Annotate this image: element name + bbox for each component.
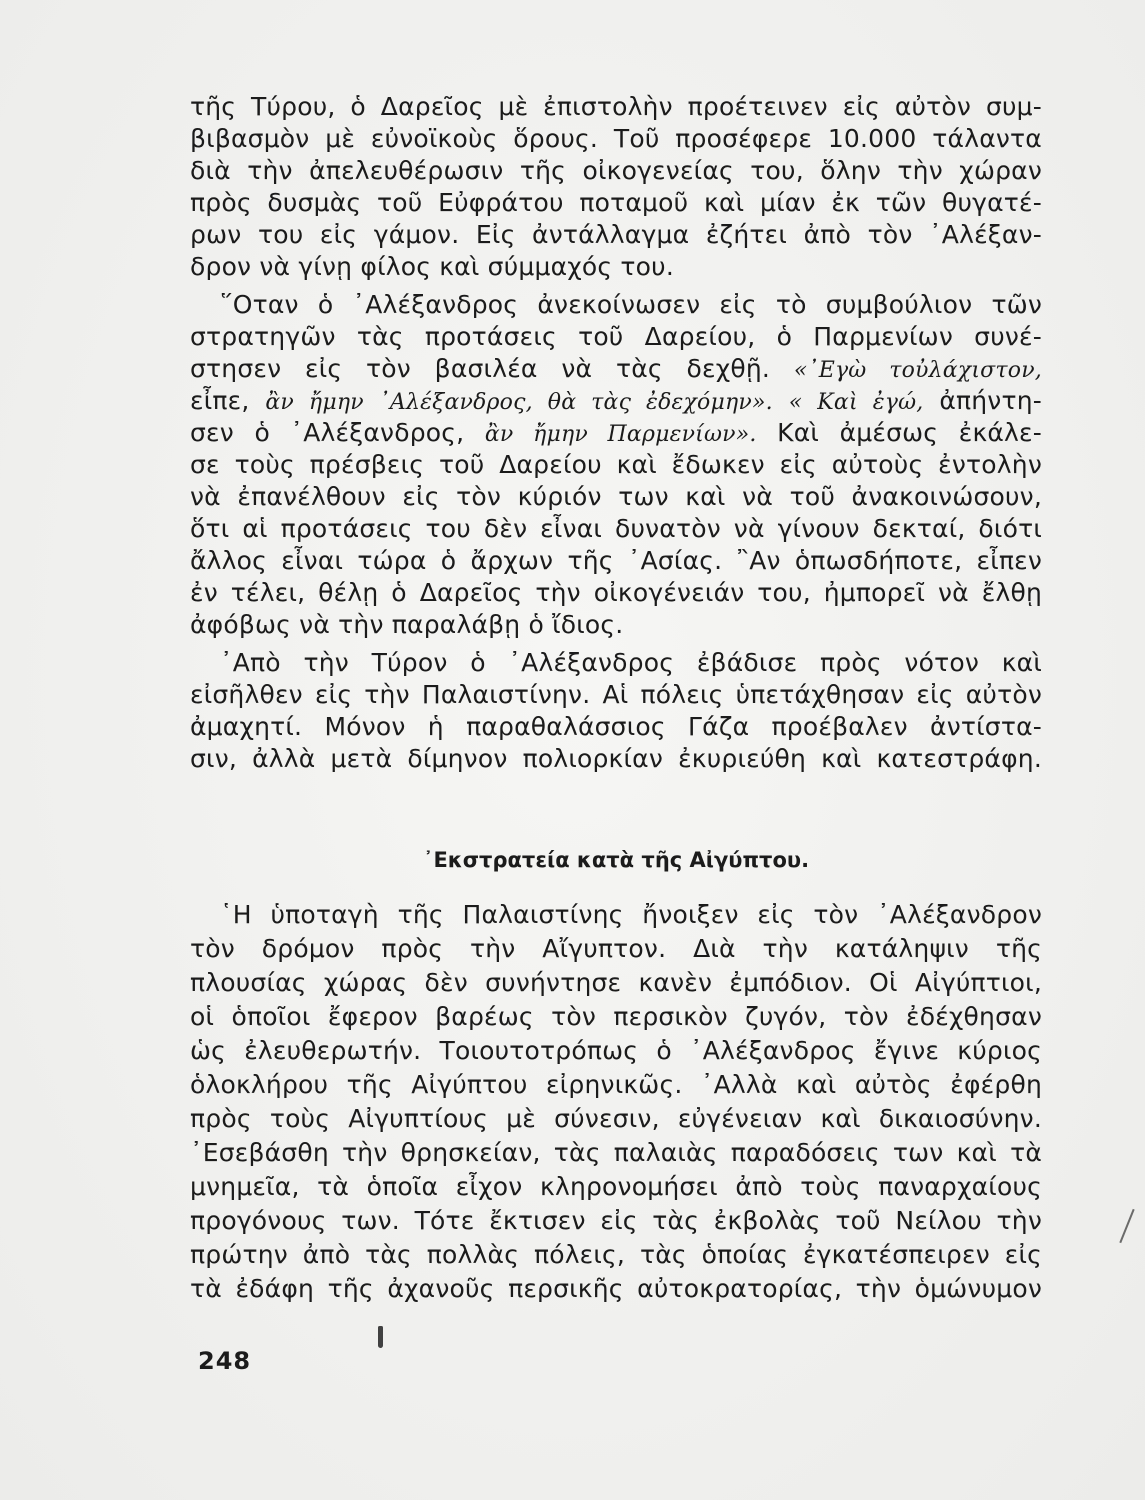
text-line: διὰ τὴν ἀπελευθέρωσιν τῆς οἰκογενείας του, ὅλην τὴν χώραν [190, 156, 1042, 185]
text-line: πρὸς δυσμὰς τοῦ Εὐφράτου ποταμοῦ καὶ μίαν ἐκ τῶν θυγατέ- [190, 188, 1042, 217]
text-line: δρον νὰ γίνῃ φίλος καὶ σύμμαχός του. [190, 252, 674, 281]
text-line: ὁλοκλήρου τῆς Αἰγύπτου εἰρηνικῶς. ᾿Αλλὰ καὶ αὐτὸς ἐφέρθη [190, 1070, 1042, 1099]
text-line: ἀμαχητί. Μόνον ἡ παραθαλάσσιος Γάζα προέβαλεν ἀντίστα- [190, 712, 1042, 741]
text-line-mixed [190, 354, 1042, 384]
text-line: βιβασμὸν μὲ εὐνοϊκοὺς ὅρους. Τοῦ προσέφερε 10.000 τάλαντα [190, 124, 1042, 153]
page-number: 248 [198, 1347, 252, 1375]
text-line: νὰ ἐπανέλθουν εἰς τὸν κύριόν των καὶ νὰ τοῦ ἀνακοινώσουν, [190, 482, 1042, 511]
text-line: ἐν τέλει, θέλῃ ὁ Δαρεῖος τὴν οἰκογένειάν του, ἠμπορεῖ νὰ ἔλθῃ [190, 578, 1042, 607]
section-heading: ᾿Εκστρατεία κατὰ τῆς Αἰγύπτου. [422, 848, 810, 872]
text-line: ρων του εἰς γάμον. Εἰς ἀντάλλαγμα ἐζήτει ἀπὸ τὸν ᾿Αλέξαν- [190, 220, 1042, 249]
text-line: τὸν δρόμον πρὸς τὴν Αἴγυπτον. Διὰ τὴν κατάληψιν τῆς [190, 934, 1042, 963]
text-line: προγόνους των. Τότε ἔκτισεν εἰς τὰς ἐκβολὰς τοῦ Νείλου τὴν [190, 1206, 1042, 1235]
text-line: ὅτι αἱ προτάσεις του δὲν εἶναι δυνατὸν νὰ γίνουν δεκταί, διότι [190, 514, 1042, 543]
text-line: ἄλλος εἶναι τώρα ὁ ἄρχων τῆς ᾿Ασίας. ῍Αν ὁπωσδήποτε, εἶπεν [190, 546, 1042, 575]
text-line: πρώτην ἀπὸ τὰς πολλὰς πόλεις, τὰς ὁποίας ἐγκατέσπειρεν εἰς [190, 1240, 1042, 1269]
text-line: σιν, ἀλλὰ μετὰ δίμηνον πολιορκίαν ἐκυριεύθη καὶ κατεστράφη. [190, 744, 1042, 773]
plain-text: εἶπε, [190, 386, 250, 415]
text-line: ὡς ἐλευθερωτήν. Τοιουτοτρόπως ὁ ᾿Αλέξανδρος ἔγινε κύριος [190, 1036, 1042, 1065]
plain-text: σεν ὁ ᾿Αλέξανδρος, [190, 418, 465, 447]
ink-mark [378, 1326, 383, 1348]
plain-text: στησεν εἰς τὸν βασιλέα νὰ τὰς δεχθῇ. [190, 354, 771, 383]
text-line: στρατηγῶν τὰς προτάσεις τοῦ Δαρείου, ὁ Παρμενίων συνέ- [190, 322, 1042, 351]
italic-quote: ἂν ἤμην Παρμενίων». [484, 422, 757, 447]
text-line-mixed [190, 418, 1042, 448]
italic-quote: « Καὶ ἐγώ, [788, 390, 924, 415]
text-line: τῆς Τύρου, ὁ Δαρεῖος μὲ ἐπιστολὴν προέτεινεν εἰς αὐτὸν συμ- [190, 92, 1042, 121]
plain-text: ἀπήντη- [939, 386, 1042, 415]
scan-mark [1119, 1209, 1134, 1243]
text-line: ἀφόβως νὰ τὴν παραλάβῃ ὁ ἴδιος. [190, 610, 624, 639]
plain-text: Καὶ ἀμέσως ἐκάλε- [777, 418, 1042, 447]
text-line: οἱ ὁποῖοι ἔφερον βαρέως τὸν περσικὸν ζυγόν, τὸν ἐδέχθησαν [190, 1002, 1042, 1031]
italic-quote: «᾿Εγὼ τοὐλάχιστον, [793, 358, 1042, 383]
text-line: ῞Οταν ὁ ᾿Αλέξανδρος ἀνεκοίνωσεν εἰς τὸ συμβούλιον τῶν [220, 290, 1042, 319]
text-line: σε τοὺς πρέσβεις τοῦ Δαρείου καὶ ἔδωκεν εἰς αὐτοὺς ἐντολὴν [190, 450, 1042, 479]
text-line: ᾿Απὸ τὴν Τύρον ὁ ᾿Αλέξανδρος ἐβάδισε πρὸς νότον καὶ [220, 648, 1042, 677]
italic-quote: ἂν ἤμην ᾿Αλέξανδρος, θὰ τὰς ἐδεχόμην». [265, 390, 773, 415]
text-line: ᾿Εσεβάσθη τὴν θρησκείαν, τὰς παλαιὰς παραδόσεις των καὶ τὰ [190, 1138, 1042, 1167]
text-line: εἰσῆλθεν εἰς τὴν Παλαιστίνην. Αἱ πόλεις ὑπετάχθησαν εἰς αὐτὸν [190, 680, 1042, 709]
text-line-mixed [190, 386, 1042, 416]
text-line: ῾Η ὑποταγὴ τῆς Παλαιστίνης ἤνοιξεν εἰς τὸν ᾿Αλέξανδρον [220, 900, 1042, 929]
text-line: πλουσίας χώρας δὲν συνήντησε κανὲν ἐμπόδιον. Οἱ Αἰγύπτιοι, [190, 968, 1042, 997]
text-line: τὰ ἐδάφη τῆς ἀχανοῦς περσικῆς αὐτοκρατορίας, τὴν ὁμώνυμον [190, 1274, 1042, 1303]
text-line: μνημεῖα, τὰ ὁποῖα εἶχον κληρονομήσει ἀπὸ τοὺς παναρχαίους [190, 1172, 1042, 1201]
text-line: πρὸς τοὺς Αἰγυπτίους μὲ σύνεσιν, εὐγένειαν καὶ δικαιοσύνην. [190, 1104, 1042, 1133]
